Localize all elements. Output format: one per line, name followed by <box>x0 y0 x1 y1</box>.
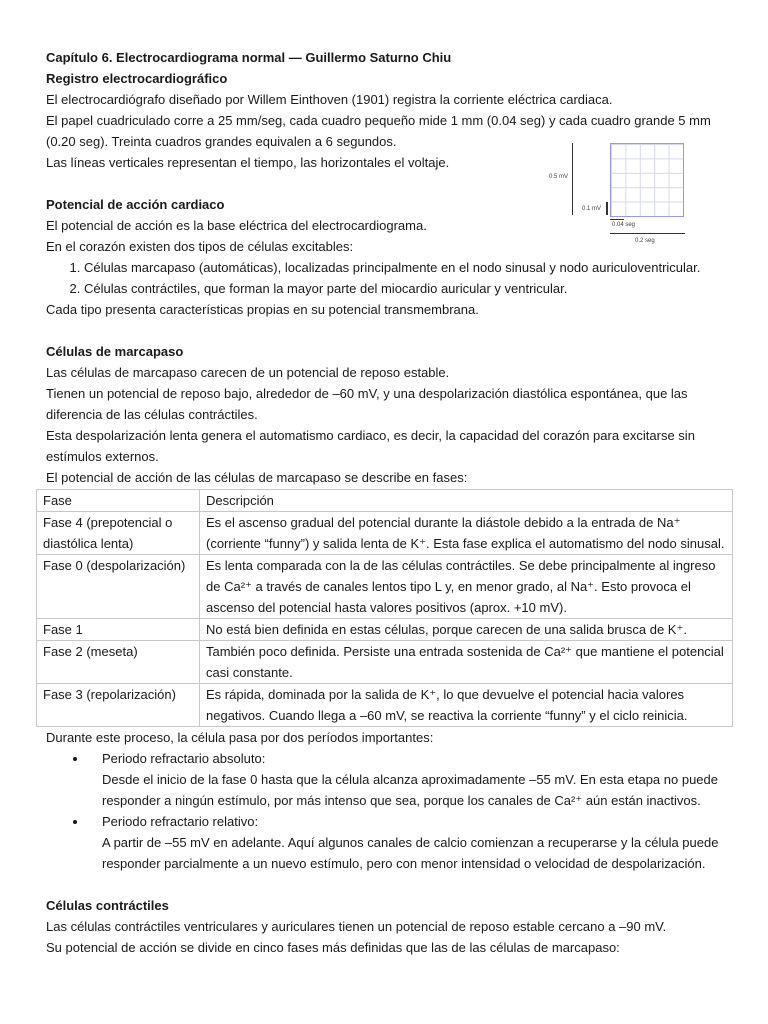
heading-potencial: Potencial de acción cardiaco <box>46 197 225 212</box>
paragraph: El electrocardiógrafo diseñado por Willem Einthoven (1901) registra la corriente eléctrica cardiaca. <box>46 92 613 107</box>
list-item: 2. Células contráctiles, que forman la mayor parte del miocardio auricular y ventricular. <box>84 278 736 299</box>
phase-cell: Fase 3 (repolarización) <box>37 684 200 727</box>
heading-registro: Registro electrocardiográfico <box>46 71 228 86</box>
document-body <box>43 47 736 958</box>
description-cell: También poco definida. Persiste una entrada sostenida de Ca²⁺ que mantiene el potencial casi constante. <box>200 641 733 684</box>
chapter-title: Capítulo 6. Electrocardiograma normal — Guillermo Saturno Chiu <box>46 50 452 65</box>
bullet-title: • Periodo refractario relativo: <box>102 814 259 829</box>
paragraph: Su potencial de acción se divide en cinco fases más definidas que las de las células de marcapaso: <box>46 940 620 955</box>
phase-cell: Fase 4 (prepotencial o diastólica lenta) <box>37 512 200 555</box>
heading-contractiles: Células contráctiles <box>46 898 169 913</box>
paragraph: El papel cuadriculado corre a 25 mm/seg, cada cuadro pequeño mide 1 mm (0.04 seg) y cada cuadro grande 5 mm (0.20 seg). Treinta cuadros grandes equivalen a 6 segundos. <box>46 113 711 149</box>
phases-table <box>36 489 733 727</box>
description-cell: Es el ascenso gradual del potencial durante la diástole debido a la entrada de Na⁺ (corriente “funny”) y salida lenta de K⁺. Esta fase explica el automatismo del nodo sinusal. <box>200 512 733 555</box>
header-fase: Fase <box>37 490 200 512</box>
table-row <box>37 555 733 619</box>
paragraph: Las células contráctiles ventriculares y auriculares tienen un potencial de reposo estable cercano a –90 mV. <box>46 919 667 934</box>
paragraph: Tienen un potencial de reposo bajo, alrededor de –60 mV, y una despolarización diastólica espontánea, que las diferencia de las células contráctiles. <box>46 386 688 422</box>
description-cell: Es lenta comparada con la de las células contráctiles. Se debe principalmente al ingreso de Ca²⁺ a través de canales lentos tipo L y, en menor grado, al Na⁺. Esto provoca el ascenso del potencial hasta valores positivos (aprox. +10 mV). <box>200 555 733 619</box>
paragraph: El potencial de acción es la base eléctrica del electrocardiograma. <box>46 218 427 233</box>
paragraph: Durante este proceso, la célula pasa por dos períodos importantes: <box>46 730 434 745</box>
paragraph: Las células de marcapaso carecen de un potencial de reposo estable. <box>46 365 450 380</box>
table-row <box>37 684 733 727</box>
paragraph: Las líneas verticales representan el tiempo, las horizontales el voltaje. <box>46 155 450 170</box>
phase-cell: Fase 0 (despolarización) <box>37 555 200 619</box>
bullet-text: A partir de –55 mV en adelante. Aquí algunos canales de calcio comienzan a recuperarse y la célula puede responder parcialmente a un nuevo estímulo, pero con menor intensidad o velocidad de despolarización. <box>102 835 719 871</box>
label-0.2seg: 0.2 seg <box>635 238 655 244</box>
bullet-text: Desde el inicio de la fase 0 hasta que la célula alcanza aproximadamente –55 mV. En esta etapa no puede responder a ningún estímulo, por más intenso que sea, porque los canales de Ca²⁺ aún están inactivos. <box>102 772 718 808</box>
cell-types-list <box>46 257 736 299</box>
description-cell: No está bien definida en estas células, porque carecen de una salida brusca de K⁺. <box>200 619 733 641</box>
table-row <box>37 641 733 684</box>
table-row <box>37 619 733 641</box>
description-cell: Es rápida, dominada por la salida de K⁺, lo que devuelve el potencial hacia valores negativos. Cuando llega a –60 mV, se reactiva la corriente “funny” y el ciclo reinicia. <box>200 684 733 727</box>
phase-cell: Fase 2 (meseta) <box>37 641 200 684</box>
label-0.1mv: 0.1 mV <box>582 206 602 212</box>
list-item: 1. Células marcapaso (automáticas), localizadas principalmente en el nodo sinusal y nodo auriculoventricular. <box>84 257 736 278</box>
paragraph: En el corazón existen dos tipos de células excitables: <box>46 239 354 254</box>
bullet-title: • Periodo refractario absoluto: <box>102 751 266 766</box>
label-0.04seg: 0.04 seg <box>612 222 636 228</box>
heading-marcapaso: Células de marcapaso <box>46 344 184 359</box>
refractory-periods-list <box>46 748 736 874</box>
paragraph: Esta despolarización lenta genera el automatismo cardiaco, es decir, la capacidad del corazón para excitarse sin estímulos externos. <box>46 428 695 464</box>
table-header-row <box>37 490 733 512</box>
paragraph: El potencial de acción de las células de marcapaso se describe en fases: <box>46 470 468 485</box>
paragraph: Cada tipo presenta características propias en su potencial transmembrana. <box>46 302 479 317</box>
table-row <box>37 512 733 555</box>
list-item <box>88 748 736 811</box>
list-item <box>88 811 736 874</box>
label-0.5mv: 0.5 mV <box>549 174 569 180</box>
phase-cell: Fase 1 <box>37 619 200 641</box>
header-descripcion: Descripción <box>200 490 733 512</box>
